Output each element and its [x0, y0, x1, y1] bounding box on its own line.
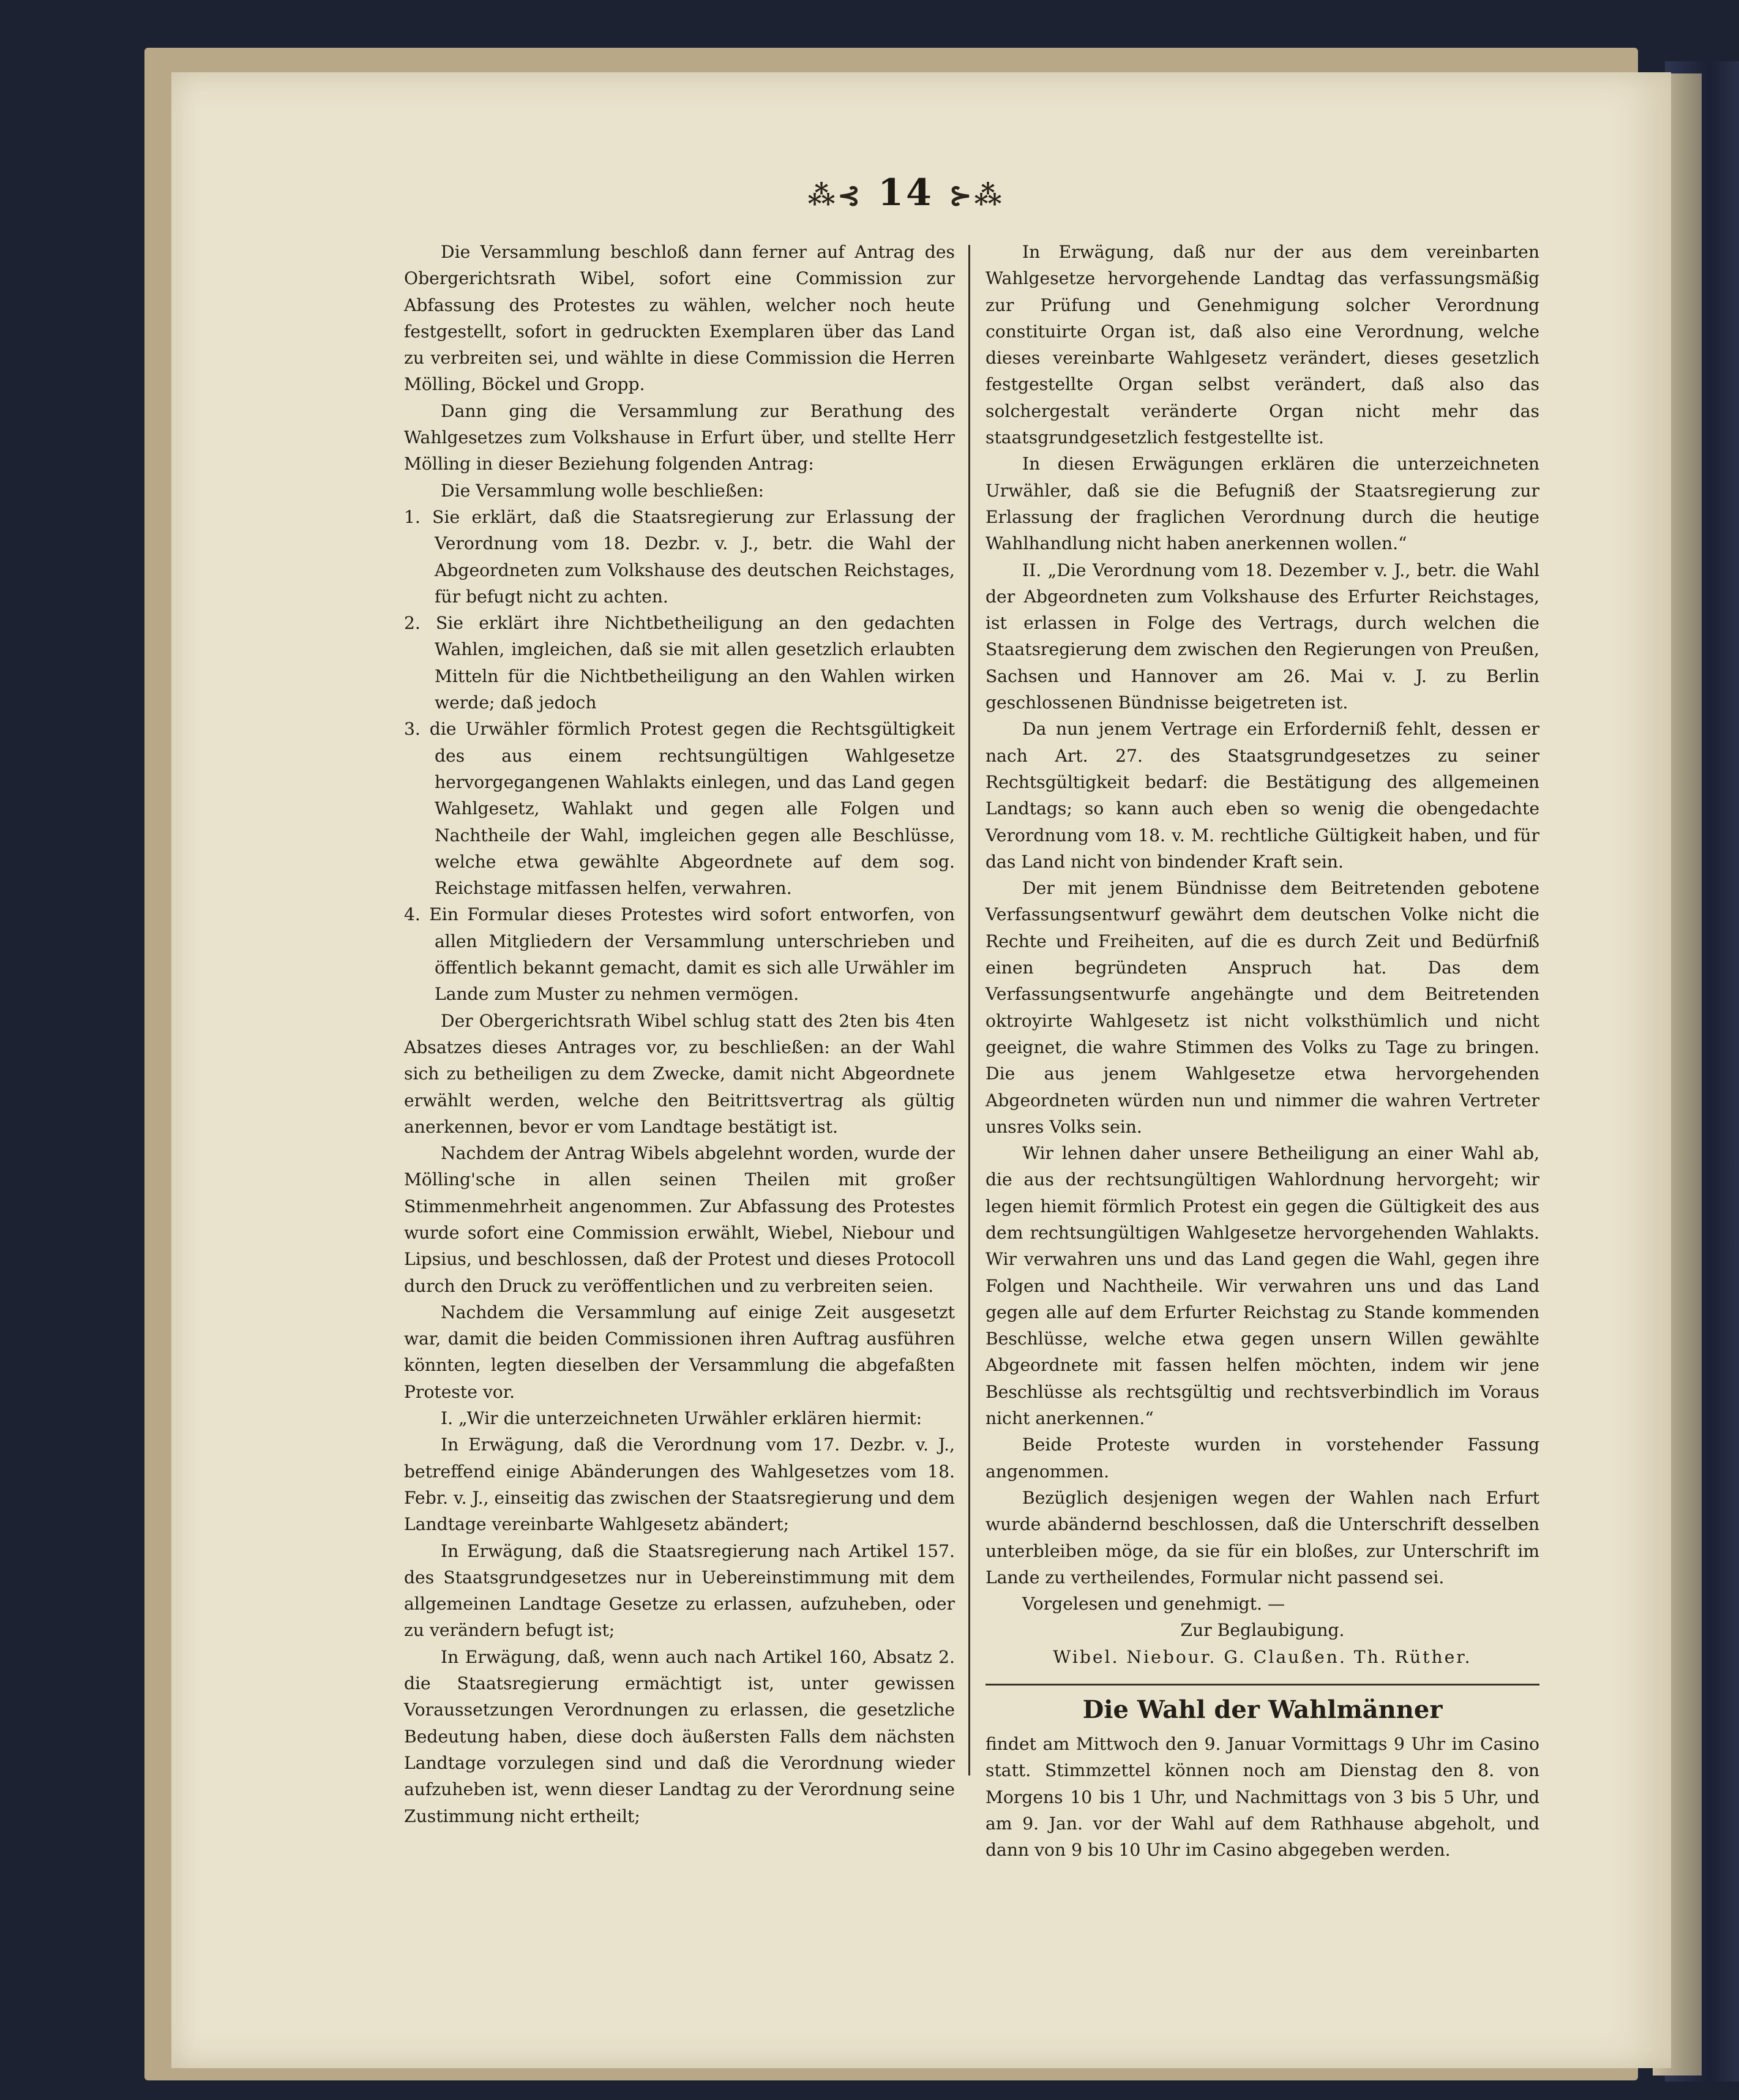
- paragraph: In Erwägung, daß, wenn auch nach Artikel 160, Absatz 2. die Staatsregierung ermächtigt ist, unter gewissen Voraussetzungen Verordnungen zu erlassen, die gesetzliche Bedeutung haben, diese doch äußersten Falls dem nächsten Landtage vorzulegen sind und daß die Verordnung wieder aufzuheben ist, wenn dieser Landtag zu der Verordnung seine Zustimmung nicht ertheilt;: [404, 1646, 955, 1826]
- paragraph: Dann ging die Versammlung zur Berathung des Wahlgesetzes zum Volkshause in Erfurt über, und stellte Herr Mölling in dieser Beziehung folgenden Antrag:: [404, 400, 955, 474]
- paragraph: Beide Proteste wurden in vorstehender Fassung angenommen.: [985, 1434, 1539, 1482]
- column-divider: [968, 245, 970, 1776]
- paragraph: Der mit jenem Bündnisse dem Beitretenden gebotene Verfassungsentwurf gewährt dem deutschen Volke nicht die Rechte und Freiheiten, auf die es durch Zeit und Bedürfniß einen begründeten Anspruch hat. Das dem Verfassungsentwurfe angehängte und dem Beitretenden oktroyirte Wahlgesetz ist nicht volksthümlich und nicht geeignet, die wahre Stimmen des Volks zu Tage zu bringen. Die aus jenem Wahlgesetze etwa hervorgehenden Abgeordneten würden nun und nimmer die wahren Vertreter unsres Volks sein.: [985, 878, 1539, 1137]
- ornament-left-icon: ⁂⊰: [807, 180, 863, 211]
- paragraph: II. „Die Verordnung vom 18. Dezember v. J., betr. die Wahl der Abgeordneten zum Volkshause des Erfurter Reichstages, ist erlassen in Folge des Vertrags, durch welchen die Staatsregierung dem zwischen den Regierungen von Preußen, Sachsen und Hannover am 26. Mai v. J. zu Berlin geschlossenen Bündnisse beigetreten ist.: [985, 560, 1539, 713]
- paragraph: In Erwägung, daß nur der aus dem vereinbarten Wahlgesetze hervorgehende Landtag das verfassungsmäßig zur Prüfung und Genehmigung solcher Verordnung constituirte Organ ist, daß also eine Verordnung, welche dieses vereinbarte Wahlgesetz verändert, dieses gesetzlich festgestellte Organ selbst verändert, daß also das solchergestalt veränderte Organ nicht mehr das staatsgrundgesetzlich festgestellte ist.: [985, 242, 1539, 448]
- paragraph: I. „Wir die unterzeichneten Urwähler erklären hiermit:: [441, 1408, 922, 1429]
- paragraph: Zur Beglaubigung.: [1180, 1620, 1345, 1641]
- left-column: [404, 239, 955, 1829]
- section-divider: [985, 1684, 1539, 1686]
- section-title: Die Wahl der Wahlmänner: [1082, 1695, 1443, 1725]
- paragraph: Vorgelesen und genehmigt. —: [1022, 1594, 1285, 1614]
- paragraph: Die Versammlung wolle beschließen:: [441, 480, 765, 501]
- page-number: 14: [878, 171, 934, 214]
- paragraph: 1. Sie erklärt, daß die Staatsregierung zur Erlassung der Verordnung vom 18. Dezbr. v. J., betr. die Wahl der Abgeordneten zum Volkshause des deutschen Reichstages, für befugt nicht zu achten.: [404, 506, 955, 607]
- page-header: [753, 171, 1059, 220]
- paragraph: Da nun jenem Vertrage ein Erforderniß fehlt, dessen er nach Art. 27. des Staatsgrundgesetzes zu seiner Rechtsgültigkeit bedarf: die Bestätigung des allgemeinen Landtags; so kann auch eben so wenig die obengedachte Verordnung vom 18. v. M. rechtliche Gültigkeit haben, und für das Land nicht von bindender Kraft sein.: [985, 719, 1539, 872]
- paragraph: In diesen Erwägungen erklären die unterzeichneten Urwähler, daß sie die Befugniß der Staatsregierung zur Erlassung der fraglichen Verordnung durch die heutige Wahlhandlung nicht haben anerkennen wollen.“: [985, 454, 1539, 554]
- paragraph: In Erwägung, daß die Staatsregierung nach Artikel 157. des Staatsgrundgesetzes nur in Uebereinstimmung mit dem allgemeinen Landtage Gesetze zu erlassen, aufzuheben, oder zu verändern befugt ist;: [404, 1540, 955, 1641]
- paragraph: In Erwägung, daß die Verordnung vom 17. Dezbr. v. J., betreffend einige Abänderungen des Wahlgesetzes vom 18. Febr. v. J., einseitig das zwischen der Staatsregierung und dem Landtage vereinbarte Wahlgesetz abändert;: [404, 1434, 955, 1535]
- paragraph: 4. Ein Formular dieses Protestes wird sofort entworfen, von allen Mitgliedern der Versammlung unterschrieben und öffentlich bekannt gemacht, damit es sich alle Urwähler im Lande zum Muster zu nehmen vermögen.: [404, 904, 955, 1005]
- paragraph: Nachdem der Antrag Wibels abgelehnt worden, wurde der Mölling'sche in allen seinen Theilen mit großer Stimmenmehrheit angenommen. Zur Abfassung des Protestes wurde sofort eine Commission erwählt, Wiebel, Niebour und Lipsius, und beschlossen, daß der Protest und dieses Protocoll durch den Druck zu veröffentlichen und zu verbreiten seien.: [404, 1143, 955, 1296]
- paragraph: Nachdem die Versammlung auf einige Zeit ausgesetzt war, damit die beiden Commissionen ihren Auftrag ausführen könnten, legten dieselben der Versammlung die abgefaßten Proteste vor.: [404, 1302, 955, 1402]
- paragraph: 2. Sie erklärt ihre Nichtbetheiligung an den gedachten Wahlen, imgleichen, daß sie mit allen gesetzlich erlaubten Mitteln für die Nichtbetheiligung an den Wahlen wirken werde; daß jedoch: [404, 613, 955, 713]
- paragraph: Die Versammlung beschloß dann ferner auf Antrag des Obergerichtsrath Wibel, sofort eine Commission zur Abfassung des Protestes zu wählen, welcher noch heute festgestellt, sofort in gedruckten Exemplaren über das Land zu verbreiten sei, und wählte in diese Commission die Herren Mölling, Böckel und Gropp.: [404, 242, 955, 395]
- right-column: [985, 239, 1539, 1864]
- paragraph: 3. die Urwähler förmlich Protest gegen die Rechtsgültigkeit des aus einem rechtsungültigen Wahlgesetze hervorgegangenen Wahlakts einlegen, und das Land gegen Wahlgesetz, Wahlakt und gegen alle Folgen und Nachtheile der Wahl, imgleichen gegen alle Beschlüsse, welche etwa gewählte Abgeordnete auf dem sog. Reichstage mitfassen helfen, verwahren.: [404, 719, 955, 899]
- paragraph: Bezüglich desjenigen wegen der Wahlen nach Erfurt wurde abändernd beschlossen, daß die Unterschrift desselben unterbleiben möge, da sie für ein bloßes, zur Unterschrift im Lande zu vertheilendes, Formular nicht passend sei.: [985, 1487, 1539, 1588]
- section-text: findet am Mittwoch den 9. Januar Vormittags 9 Uhr im Casino statt. Stimmzettel können noch am Dienstag den 8. von Morgens 10 bis 1 Uhr, und Nachmittags von 3 bis 5 Uhr, und am 9. Jan. vor der Wahl auf dem Rathhause abgeholt, und dann von 9 bis 10 Uhr im Casino abgegeben werden.: [985, 1734, 1539, 1861]
- paragraph: Der Obergerichtsrath Wibel schlug statt des 2ten bis 4ten Absatzes dieses Antrages vor, zu beschließen: an der Wahl sich zu betheiligen zu dem Zwecke, damit nicht Abgeordnete erwählt werden, welche den Beitrittsvertrag als gültig anerkennen, bevor er vom Landtage bestätigt ist.: [404, 1010, 955, 1137]
- ornament-right-icon: ⊱⁂: [949, 180, 1004, 211]
- signatures: Wibel. Niebour. G. Claußen. Th. Rüther.: [1053, 1646, 1472, 1667]
- paragraph: Wir lehnen daher unsere Betheiligung an einer Wahl ab, die aus der rechtsungültigen Wahlordnung hervorgeht; wir legen hiemit förmlich Protest ein gegen die Gültigkeit des aus dem rechtsungültigen Wahlgesetze hervorgehenden Wahlakts. Wir verwahren uns und das Land gegen die Wahl, gegen ihre Folgen und Nachtheile. Wir verwahren uns und das Land gegen alle auf dem Erfurter Reichstag zu Stande kommenden Beschlüsse, welche etwa gegen unsern Willen gewählte Abgeordnete mit fassen helfen möchten, indem wir jene Beschlüsse als rechtsgültig und rechtsverbindlich im Voraus nicht anerkennen.“: [985, 1143, 1539, 1429]
